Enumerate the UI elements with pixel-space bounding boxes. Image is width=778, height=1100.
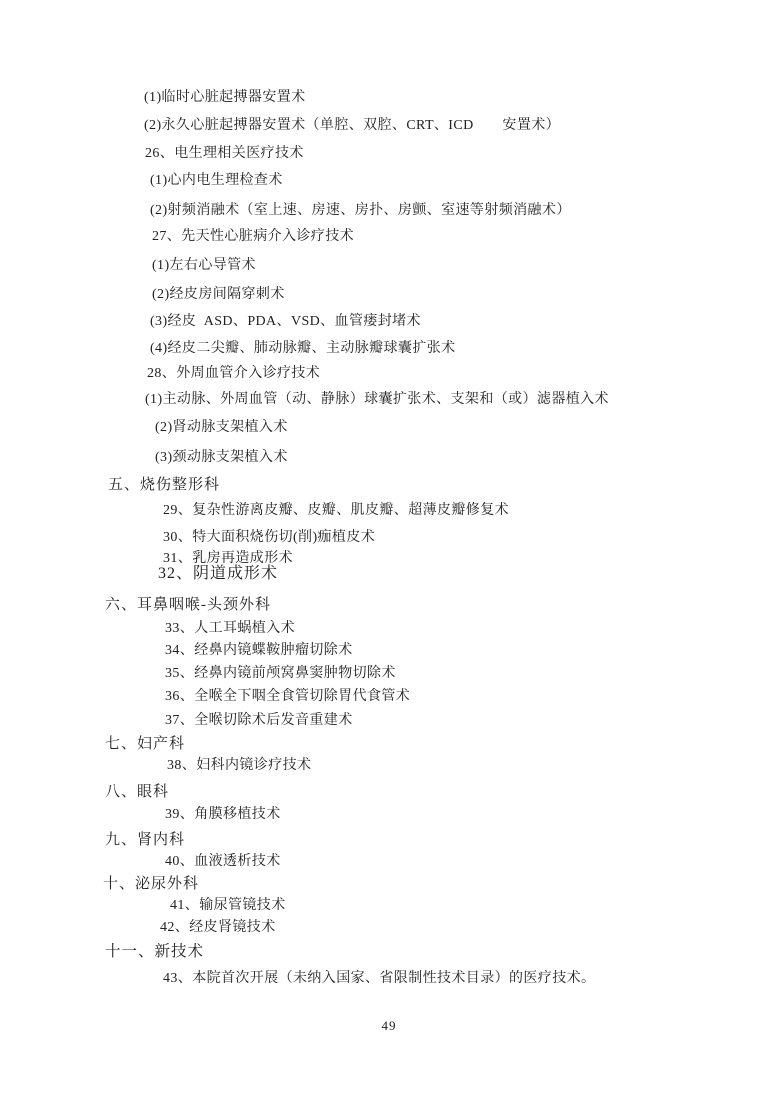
list-item: (2)肾动脉支架植入术 [155,420,288,435]
list-item: 41、输尿管镜技术 [170,898,286,913]
list-item: (1)临时心脏起搏器安置术 [144,90,306,105]
list-item: (1)主动脉、外周血管（动、静脉）球囊扩张术、支架和（或）滤器植入术 [145,392,609,407]
list-item: (4)经皮二尖瓣、肺动脉瓣、主动脉瓣球囊扩张术 [150,341,456,356]
list-item: (3)颈动脉支架植入术 [155,450,288,465]
list-item: 43、本院首次开展（未纳入国家、省限制性技术目录）的医疗技术。 [163,971,596,986]
list-item: 29、复杂性游离皮瓣、皮瓣、肌皮瓣、超薄皮瓣修复术 [163,503,509,518]
section-heading: 七、妇产科 [105,736,186,752]
list-item: 40、血液透析技术 [165,854,281,869]
list-item: (2)永久心脏起搏器安置术（单腔、双腔、CRT、ICD 安置术） [144,118,561,133]
list-item: (3)经皮 ASD、PDA、VSD、血管瘘封堵术 [150,314,421,329]
list-item: 34、经鼻内镜蝶鞍肿瘤切除术 [165,643,353,658]
section-heading: 八、眼科 [105,784,170,800]
list-item: (1)心内电生理检查术 [150,173,283,188]
list-item: 37、全喉切除术后发音重建术 [165,713,353,728]
list-item: 35、经鼻内镜前颅窝鼻窦肿物切除术 [165,666,396,681]
list-item: 33、人工耳蜗植入术 [165,621,295,636]
page-number: 49 [381,1018,397,1033]
list-item: 26、电生理相关医疗技术 [145,146,304,161]
list-item: 38、妇科内镜诊疗技术 [167,758,312,773]
list-item: 39、角膜移植技术 [165,807,281,822]
list-item: (2)经皮房间隔穿刺术 [152,287,285,302]
section-heading: 十一、新技术 [105,943,205,960]
list-item: 30、特大面积烧伤切(削)痂植皮术 [163,530,376,545]
section-heading: 九、肾内科 [105,832,186,848]
list-item: (2)射频消融术（室上速、房速、房扑、房颤、室速等射频消融术） [150,203,571,218]
list-item: 42、经皮肾镜技术 [160,920,276,935]
list-item: 28、外周血管介入诊疗技术 [147,366,321,381]
list-item: 32、阴道成形术 [158,565,279,582]
section-heading: 六、耳鼻咽喉-头颈外科 [105,597,271,613]
section-heading: 十、泌尿外科 [103,876,200,892]
section-heading: 五、烧伤整形科 [108,477,221,493]
list-item: 27、先天性心脏病介入诊疗技术 [152,229,354,244]
list-item: 31、乳房再造成形术 [163,551,293,566]
list-item: (1)左右心导管术 [152,258,256,273]
list-item: 36、全喉全下咽全食管切除胃代食管术 [165,689,411,704]
